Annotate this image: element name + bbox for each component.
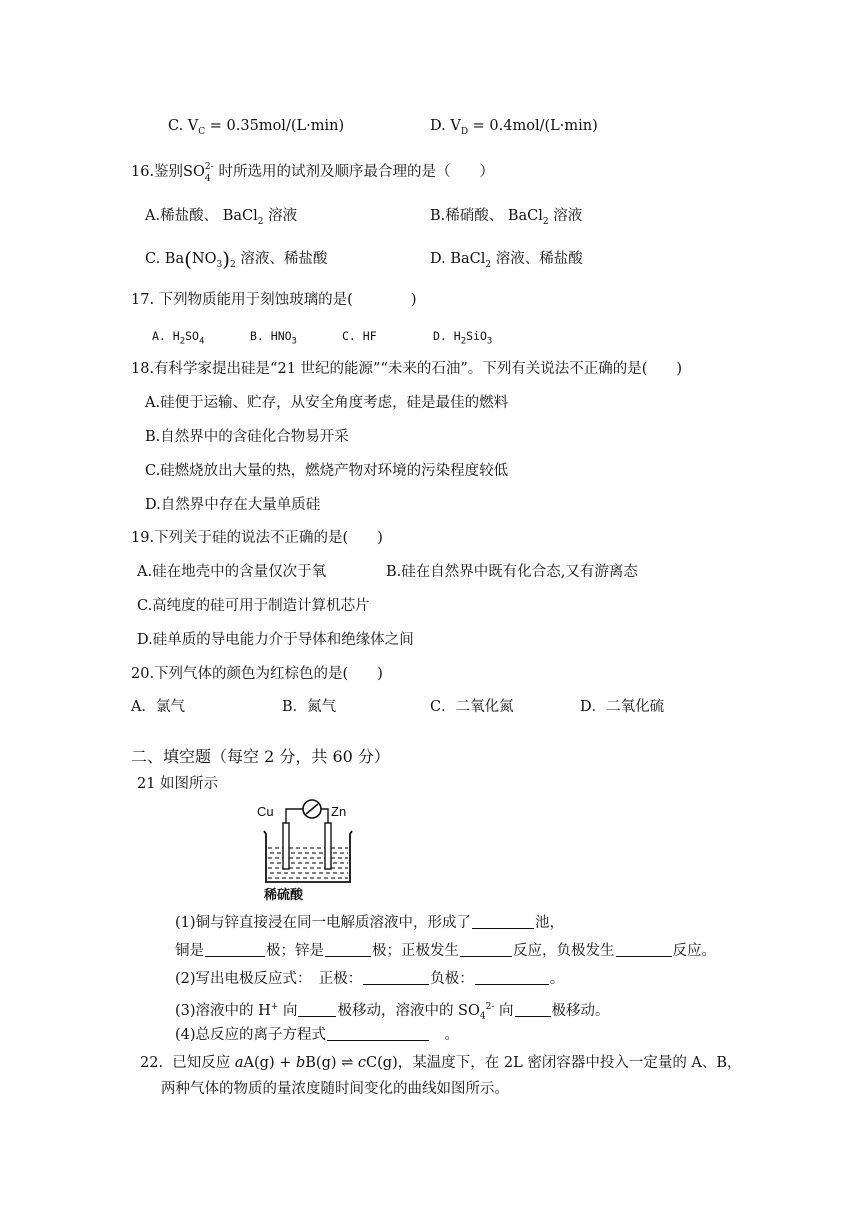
q21-part1a: (1)铜与锌直接浸在同一电解质溶液中，形成了 池， <box>175 915 565 931</box>
blank-negative-reaction[interactable] <box>616 942 672 957</box>
q21-part3: (3)溶液中的 H+ 向 极移动，溶液中的 $SO_4^{2-}$ 向 极移动。 <box>175 1002 610 1022</box>
blank-cell-type[interactable] <box>472 914 534 929</box>
q15-option-d: D. $V_D = 0.4mol/(L\cdot\min)$ <box>430 118 598 137</box>
q18-option-a: A.硅便于运输、贮存，从安全角度考虑，硅是最佳的燃料 <box>145 395 509 411</box>
q17-option-d: D. $H_2SiO_3$ <box>433 329 493 347</box>
q22-line1: 22. 已知反应 aA(g) + bB(g) ⇌ cC(g)，某温度下，在 2L 密闭容器中投入一定量的 A、B， <box>140 1055 742 1071</box>
q16-option-b: B.稀硝酸、 BaCl$_2$ 溶液 <box>430 208 583 227</box>
electrolyte-caption: 稀硫酸 <box>264 888 304 902</box>
q16-option-c: C. $Ba(NO_3)_2$ 溶液、稀盐酸 <box>145 247 328 271</box>
q21-part4: (4)总反应的离子方程式 。 <box>175 1027 460 1043</box>
galvanic-cell-diagram <box>254 798 374 902</box>
q21-part1b: 铜是 极；锌是 极；正极发生 反应，负极发生 反应。 <box>175 943 716 959</box>
q19-option-c: C.高纯度的硅可用于制造计算机芯片 <box>137 598 370 614</box>
q20-option-d: D．二氧化硫 <box>580 699 665 715</box>
zn-electrode <box>325 823 331 869</box>
q22-line2: 两种气体的物质的量浓度随时间变化的曲线如图所示。 <box>161 1081 509 1097</box>
blank-negative-equation[interactable] <box>475 970 549 985</box>
q20-option-b: B．氮气 <box>282 699 337 715</box>
section-heading: 二、填空题（每空 2 分，共 60 分） <box>131 747 390 766</box>
q19-option-d: D.硅单质的导电能力介于导体和绝缘体之间 <box>137 632 414 648</box>
q20-option-c: C．二氧化氮 <box>430 699 514 715</box>
q21-stem: 21 如图所示 <box>137 776 219 792</box>
q18-stem: 18.有科学家提出硅是“21 世纪的能源”“未来的石油”。下列有关说法不正确的是( ) <box>131 361 683 377</box>
q17-stem: 17. 下列物质能用于刻蚀玻璃的是( ) <box>131 292 417 308</box>
q17-option-c: C. HF <box>342 329 377 343</box>
q17-option-b: B. $HNO_3$ <box>250 329 297 347</box>
q20-stem: 20.下列气体的颜色为红棕色的是( ) <box>131 666 383 682</box>
blank-positive-equation[interactable] <box>363 970 429 985</box>
q18-option-b: B.自然界中的含硅化合物易开采 <box>145 429 349 445</box>
blank-positive-reaction[interactable] <box>460 942 512 957</box>
cu-label: Cu <box>257 804 274 819</box>
q15-option-c: C. $V_C = 0.35mol/(L\cdot\min)$ <box>168 118 345 137</box>
beaker <box>264 831 352 882</box>
q17-option-a: A. $H_2SO_4$ <box>152 329 205 347</box>
q20-option-a: A．氯气 <box>131 699 185 715</box>
q18-option-c: C.硅燃烧放出大量的热，燃烧产物对环境的污染程度较低 <box>145 463 509 479</box>
q16-option-a: A.稀盐酸、 BaCl$_2$ 溶液 <box>145 208 298 227</box>
solution-liquid <box>268 848 348 878</box>
q16-option-d: D. BaCl$_2$ 溶液、稀盐酸 <box>430 251 583 270</box>
zn-label: Zn <box>331 804 347 819</box>
q19-option-a: A.硅在地壳中的含量仅次于氧 <box>137 564 327 580</box>
q16-stem: 16.鉴别SO 2- 4 时所选用的试剂及顺序最合理的是（ ） <box>131 162 494 184</box>
blank-h-direction[interactable] <box>298 1002 336 1017</box>
blank-zn-pole[interactable] <box>325 942 371 957</box>
blank-cu-pole[interactable] <box>205 942 265 957</box>
blank-so4-direction[interactable] <box>515 1002 551 1017</box>
cu-electrode <box>283 823 289 869</box>
blank-total-equation[interactable] <box>327 1026 429 1041</box>
q18-option-d: D.自然界中存在大量单质硅 <box>145 497 321 513</box>
q21-part2: (2)写出电极反应式： 正极： 负极： 。 <box>175 971 565 987</box>
q19-option-b: B.硅在自然界中既有化合态,又有游离态 <box>386 564 638 580</box>
q19-stem: 19.下列关于硅的说法不正确的是( ) <box>131 530 383 546</box>
